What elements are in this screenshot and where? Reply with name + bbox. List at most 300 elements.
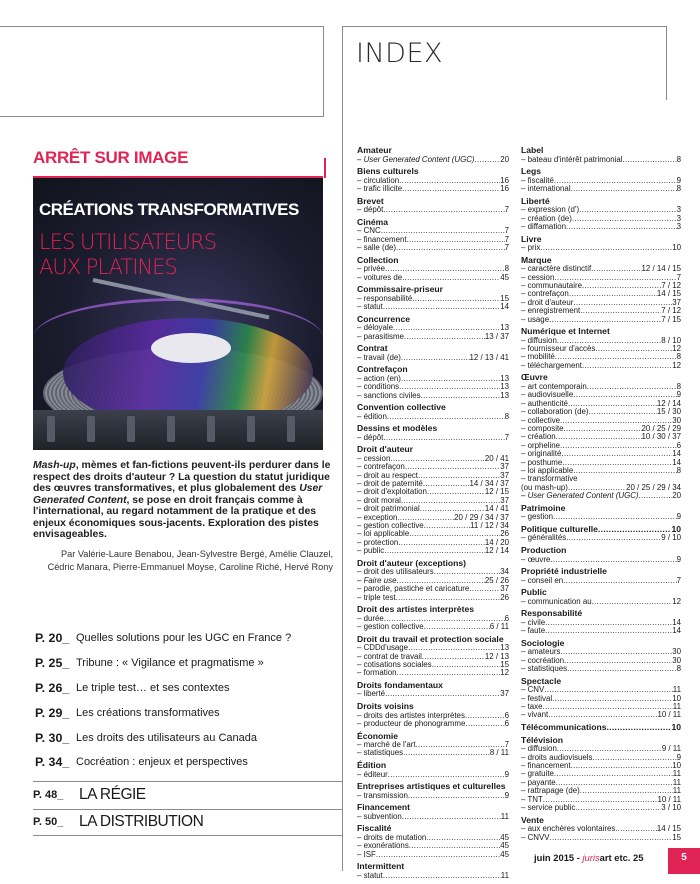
feature-title-line-2: AUX PLATINES bbox=[39, 255, 177, 279]
dot-leader bbox=[398, 539, 485, 547]
index-entry bbox=[357, 167, 509, 193]
index-subentry[interactable] bbox=[357, 333, 509, 341]
dot-leader bbox=[595, 345, 672, 353]
index-page-ref: 14 / 15 bbox=[656, 824, 681, 834]
toc-title: Le triple test… et ses contextes bbox=[76, 681, 230, 694]
index-page-ref: 37 bbox=[500, 689, 509, 699]
index-page-ref: 11 bbox=[672, 786, 681, 796]
index-page-ref: 6 bbox=[504, 710, 509, 720]
index-page-ref: 37 bbox=[672, 297, 681, 307]
toc-title: Tribune : « Vigilance et pragmatisme » bbox=[76, 657, 264, 670]
toc-page: P. 30_ bbox=[35, 730, 70, 745]
index-subentry-text: – dépôt bbox=[357, 432, 384, 442]
index-page-ref: 12 bbox=[672, 596, 681, 606]
index-page-ref: 10 / 11 bbox=[657, 710, 681, 720]
index-page-ref: 15 bbox=[500, 659, 509, 669]
index-subentry-text: – édition bbox=[357, 411, 387, 421]
page-number-badge: 5 bbox=[668, 848, 700, 874]
dot-leader bbox=[545, 627, 672, 635]
toc-item[interactable] bbox=[35, 700, 335, 725]
index-subentry-text: – droit de paternité bbox=[357, 479, 423, 488]
index-page-ref: 34 bbox=[500, 567, 509, 577]
index-entry-heading: Contrat bbox=[357, 343, 388, 354]
dot-leader bbox=[465, 720, 504, 728]
index-page-ref: 11 / 12 / 34 bbox=[470, 521, 509, 531]
dot-leader bbox=[571, 762, 673, 770]
index-page-ref: 8 bbox=[504, 264, 509, 274]
index-page-ref: 9 bbox=[504, 790, 509, 800]
dot-leader bbox=[554, 177, 677, 185]
dot-leader bbox=[405, 463, 500, 471]
index-subentry[interactable] bbox=[357, 813, 509, 821]
index-page-ref: 20 / 29 / 34 / 37 bbox=[454, 512, 509, 522]
index-subentry[interactable] bbox=[521, 534, 681, 542]
index-entry-heading: Livre bbox=[521, 233, 542, 244]
index-subentry[interactable] bbox=[357, 354, 509, 362]
index-subentry-text: – éditeur bbox=[357, 769, 388, 779]
dot-leader bbox=[432, 661, 501, 669]
index-page-ref: 12 / 14 bbox=[484, 546, 509, 556]
index-subentry-text: – Faire use bbox=[357, 575, 397, 585]
index-subentry-text: – expression (d') bbox=[521, 205, 580, 215]
dot-leader bbox=[396, 594, 501, 602]
index-subentry[interactable] bbox=[521, 556, 681, 564]
dot-leader bbox=[549, 316, 661, 324]
index-subentry[interactable] bbox=[521, 804, 681, 812]
index-page-ref: 9 bbox=[676, 752, 681, 762]
index-page-ref: 45 bbox=[500, 841, 509, 851]
index-subentry[interactable] bbox=[357, 771, 509, 779]
index-page-ref: 20 bbox=[672, 491, 681, 501]
index-subentry[interactable] bbox=[357, 244, 509, 252]
index-page-ref: 45 bbox=[500, 832, 509, 842]
feature-image bbox=[33, 178, 323, 450]
index-subentry-text: – droits des artistes interprètes bbox=[357, 710, 465, 720]
index-subentry-text: – droit d'exploitation bbox=[357, 487, 427, 497]
index-page-ref: 6 bbox=[676, 440, 681, 450]
record-label bbox=[151, 333, 231, 363]
index-subentry[interactable] bbox=[521, 598, 681, 606]
index-entry bbox=[357, 635, 509, 678]
index-page-ref: 37 bbox=[500, 584, 509, 594]
index-subentry-text: – généralités bbox=[521, 533, 567, 543]
index-entry bbox=[357, 424, 509, 442]
index-entry bbox=[521, 146, 681, 164]
index-page-ref: 26 bbox=[500, 529, 509, 539]
index-page-ref: 8 bbox=[504, 411, 509, 421]
dot-leader bbox=[566, 534, 661, 542]
index-entry-heading: Propriété industrielle bbox=[521, 566, 607, 577]
index-entry-heading: Marque bbox=[521, 254, 552, 265]
index-page-ref: 12 bbox=[500, 668, 509, 678]
dot-leader bbox=[575, 804, 661, 812]
toc-page: P. 20_ bbox=[35, 631, 70, 646]
footer-date: juin 2015 - bbox=[534, 852, 583, 863]
index-page-ref: 12 / 15 bbox=[484, 487, 509, 497]
index-page-ref: 14 bbox=[672, 617, 681, 627]
index-subentry-text: – fiscalité bbox=[521, 175, 554, 185]
index-subentry-text: – statut bbox=[357, 870, 383, 880]
index-subentry[interactable] bbox=[521, 695, 681, 703]
index-subentry[interactable] bbox=[521, 619, 681, 627]
index-subentry[interactable] bbox=[521, 185, 681, 193]
section-page: P. 48_ bbox=[33, 789, 64, 802]
index-entry bbox=[357, 197, 509, 215]
index-page-ref: 9 bbox=[676, 390, 681, 400]
index-subentry[interactable] bbox=[357, 392, 509, 400]
index-subentry-text: – producteur de phonogramme bbox=[357, 718, 466, 728]
index-entry bbox=[357, 803, 509, 821]
index-column-left bbox=[357, 146, 509, 883]
index-page-ref: 30 bbox=[672, 647, 681, 657]
index-subentry-text: – collaboration (de) bbox=[521, 407, 589, 417]
index-entry-heading: Dessins et modèles bbox=[357, 423, 438, 434]
toc-title: Les droits des utilisateurs au Canada bbox=[76, 731, 257, 744]
index-page-ref: 10 / 30 / 37 bbox=[641, 432, 681, 442]
index-subentry-text: – statistiques bbox=[357, 748, 404, 758]
dot-leader bbox=[639, 492, 673, 500]
index-subentry-text: – communautaire bbox=[521, 280, 582, 290]
feature-lede bbox=[33, 460, 333, 541]
index-page-ref: 6 / 11 bbox=[489, 622, 509, 632]
index-entry-heading: Droits fondamentaux bbox=[357, 679, 443, 690]
index-entry-heading: Fiscalité bbox=[357, 823, 392, 834]
dot-leader bbox=[582, 362, 672, 370]
index-page-ref: 12 / 14 bbox=[656, 398, 681, 408]
index-subentry-text: – création (de) bbox=[521, 213, 572, 223]
index-subentry[interactable] bbox=[521, 665, 681, 673]
index-subentry[interactable] bbox=[521, 834, 681, 842]
index-subentry-text: – privée bbox=[357, 264, 386, 274]
dot-leader bbox=[560, 648, 672, 656]
index-subentry[interactable] bbox=[521, 513, 681, 521]
index-subentry[interactable] bbox=[357, 842, 509, 850]
index-page-ref: 7 bbox=[504, 226, 509, 236]
index-page-ref: 13 bbox=[500, 390, 509, 400]
dot-leader bbox=[421, 392, 501, 400]
index-page-ref: 8 bbox=[676, 154, 681, 164]
index-subentry-text: – cession bbox=[521, 272, 555, 282]
index-page-ref: 7 bbox=[504, 432, 509, 442]
index-entry-heading: Concurrence bbox=[357, 313, 411, 324]
index-page-ref: 20 / 25 / 29 bbox=[641, 423, 681, 433]
dot-leader bbox=[573, 467, 676, 475]
index-page-ref: 11 bbox=[672, 777, 681, 787]
index-entry-heading: Amateur bbox=[357, 145, 392, 155]
index-subentry-text: – conseil en bbox=[521, 575, 564, 585]
index-entry-heading: Vente bbox=[521, 814, 544, 825]
index-page-ref: 9 bbox=[504, 769, 509, 779]
dot-leader bbox=[383, 872, 501, 880]
dot-leader bbox=[564, 657, 672, 665]
index-subentry[interactable] bbox=[357, 303, 509, 311]
index-subentry-text: – caractère distinctif bbox=[521, 264, 592, 274]
index-subentry[interactable] bbox=[521, 316, 681, 324]
index-subentry-text: – conditions bbox=[357, 382, 400, 392]
dot-leader bbox=[567, 665, 677, 673]
dot-leader bbox=[388, 771, 505, 779]
dot-leader bbox=[404, 333, 485, 341]
index-subentry[interactable] bbox=[357, 185, 509, 193]
index-subentry-text: – statut bbox=[357, 302, 383, 311]
index-page-ref: 8 bbox=[676, 184, 681, 193]
index-entry-heading: Biens culturels bbox=[357, 166, 419, 177]
toc-item[interactable] bbox=[35, 750, 335, 775]
index-subentry-text: – composite bbox=[521, 423, 564, 433]
index-entry-heading: Brevet bbox=[357, 195, 384, 206]
index-subentry[interactable] bbox=[521, 223, 681, 231]
footer-magazine: art etc. 25 bbox=[599, 852, 644, 863]
index-entry-heading[interactable] bbox=[521, 723, 681, 733]
index-subentry[interactable] bbox=[521, 711, 681, 719]
index-page-ref: 13 / 37 bbox=[484, 331, 509, 341]
index-subentry-text: – amateurs bbox=[521, 647, 561, 657]
index-entry-heading: Legs bbox=[521, 166, 542, 177]
index-page-ref: 8 bbox=[676, 466, 681, 475]
toc-item[interactable] bbox=[35, 676, 335, 701]
dot-leader bbox=[465, 712, 505, 720]
index-subentry[interactable] bbox=[521, 244, 681, 252]
toc-title: Cocréation : enjeux et perspectives bbox=[76, 756, 248, 769]
index-entry-heading: Commissaire-priseur bbox=[357, 284, 443, 295]
top-left-frame bbox=[0, 26, 324, 117]
index-entry bbox=[357, 732, 509, 758]
index-entry bbox=[521, 373, 681, 500]
index-subentry[interactable] bbox=[521, 492, 681, 500]
index-subentry-text: – fournisseur d'accès bbox=[521, 344, 596, 354]
index-page-ref: 7 / 12 bbox=[661, 306, 681, 316]
dot-leader bbox=[615, 825, 657, 833]
index-page-ref: 6 bbox=[504, 718, 509, 728]
index-subentry[interactable] bbox=[357, 851, 509, 859]
index-subentry-text: – gestion bbox=[521, 512, 554, 522]
toc-item[interactable] bbox=[35, 626, 335, 651]
index-subentry-text: – audiovisuelle bbox=[521, 390, 574, 400]
index-entry-heading: Financement bbox=[357, 802, 411, 813]
index-subentry[interactable] bbox=[357, 690, 509, 698]
index-subentry[interactable] bbox=[357, 720, 509, 728]
index-page-ref: 8 / 10 bbox=[661, 335, 681, 345]
dot-leader bbox=[399, 177, 500, 185]
dot-leader bbox=[553, 513, 677, 521]
index-entry bbox=[357, 344, 509, 362]
index-subentry[interactable] bbox=[357, 274, 509, 282]
section-heading: ARRÊT SUR IMAGE bbox=[33, 148, 189, 167]
index-subentry-text: – civile bbox=[521, 617, 546, 627]
dot-leader bbox=[402, 813, 501, 821]
index-entry-heading: Œuvre bbox=[521, 372, 548, 383]
index-entry bbox=[357, 782, 509, 800]
index-entry bbox=[357, 285, 509, 311]
index-entry bbox=[521, 504, 681, 522]
index-subentry-text: – responsabilité bbox=[357, 293, 413, 303]
dot-leader bbox=[543, 703, 673, 711]
index-entry bbox=[357, 681, 509, 699]
index-subentry[interactable] bbox=[357, 547, 509, 555]
dot-leader bbox=[424, 623, 490, 631]
dot-leader bbox=[573, 299, 672, 307]
index-title: INDEX bbox=[356, 38, 444, 69]
index-page-ref: 6 bbox=[504, 613, 509, 623]
index-subentry-text: – cocréation bbox=[521, 655, 564, 665]
index-subentry[interactable] bbox=[357, 669, 509, 677]
index-heading-page: 10 bbox=[671, 722, 681, 732]
index-subentry-text: – gratuite bbox=[521, 769, 554, 779]
index-page-ref: 14 / 20 bbox=[484, 537, 509, 547]
index-subentry[interactable] bbox=[521, 362, 681, 370]
index-subentry-text: – communication au bbox=[521, 596, 592, 606]
index-subentry-text: – transmission bbox=[357, 790, 408, 800]
index-entry bbox=[357, 761, 509, 779]
dot-leader bbox=[550, 834, 673, 842]
index-page-ref: 25 / 26 bbox=[484, 575, 509, 585]
index-entry-heading: Droits voisins bbox=[357, 701, 414, 712]
index-heading-text: Télécommunications bbox=[521, 722, 607, 732]
index-heading-text: Politique culturelle bbox=[521, 523, 598, 534]
index-page-ref: 7 bbox=[676, 575, 681, 585]
index-entry-heading: Droit des artistes interprètes bbox=[357, 604, 475, 615]
dot-leader bbox=[376, 851, 500, 859]
index-entry bbox=[357, 218, 509, 253]
index-entry bbox=[357, 365, 509, 400]
index-entry bbox=[521, 588, 681, 606]
index-subentry[interactable] bbox=[521, 627, 681, 635]
dot-leader bbox=[427, 488, 485, 496]
dot-leader bbox=[591, 265, 641, 273]
index-page-ref: 15 bbox=[500, 293, 509, 303]
dot-leader bbox=[606, 723, 671, 733]
dot-leader bbox=[582, 282, 661, 290]
index-subentry-text: – voitures de bbox=[357, 272, 403, 282]
index-entry-heading: Production bbox=[521, 545, 567, 555]
index-subentry-text: – exception bbox=[357, 512, 398, 522]
index-page-ref: 9 bbox=[676, 512, 681, 522]
index-subentry[interactable] bbox=[357, 749, 509, 757]
index-subentry-text: – travail (de) bbox=[357, 352, 401, 362]
section-link-distribution[interactable] bbox=[33, 809, 343, 837]
index-entry bbox=[357, 315, 509, 341]
section-link-regie[interactable] bbox=[33, 781, 343, 809]
index-entry bbox=[521, 677, 681, 720]
dot-leader bbox=[402, 274, 500, 282]
index-entry bbox=[521, 327, 681, 370]
index-entry bbox=[357, 256, 509, 282]
index-entry bbox=[357, 605, 509, 631]
index-subentry-text: – création bbox=[521, 432, 556, 442]
index-subentry-text: – festival bbox=[521, 693, 553, 703]
index-entry-heading: Patrimoine bbox=[521, 502, 566, 513]
dot-leader bbox=[383, 434, 504, 442]
toc-page: P. 29_ bbox=[35, 705, 70, 720]
index-subentry[interactable] bbox=[357, 206, 509, 214]
index-page-ref: 9 bbox=[676, 175, 681, 185]
index-page-ref: 10 bbox=[672, 693, 681, 703]
index-page-ref: 11 bbox=[500, 811, 509, 821]
index-page-ref: 15 bbox=[672, 832, 681, 842]
index-subentry[interactable] bbox=[357, 434, 509, 442]
index-subentry[interactable] bbox=[521, 577, 681, 585]
index-subentry-text: – droits audiovisuels bbox=[521, 752, 593, 762]
index-subentry[interactable] bbox=[357, 792, 509, 800]
index-subentry-text: – téléchargement bbox=[521, 360, 582, 370]
index-subentry-text: – aux enchères volontaires bbox=[521, 824, 616, 834]
index-page-ref: 7 bbox=[504, 243, 509, 252]
index-subentry-text: – gestion collective bbox=[357, 521, 424, 531]
index-subentry-text: – faute bbox=[521, 626, 546, 636]
index-subentry[interactable] bbox=[357, 413, 509, 421]
index-entry-heading: Intermittent bbox=[357, 861, 405, 872]
dot-leader bbox=[580, 307, 661, 315]
index-subentry[interactable] bbox=[357, 156, 509, 164]
index-page-ref: 14 / 34 / 37 bbox=[469, 479, 509, 488]
index-page-ref: 14 bbox=[672, 457, 681, 467]
index-subentry-text: – parasitisme bbox=[357, 331, 404, 341]
toc-item[interactable] bbox=[35, 651, 335, 676]
index-page-ref: 9 bbox=[676, 554, 681, 564]
index-entry bbox=[357, 403, 509, 421]
index-page-ref: 16 bbox=[500, 184, 509, 193]
index-subentry-text: – art contemporain bbox=[521, 381, 587, 391]
toc-item[interactable] bbox=[35, 725, 335, 750]
index-subentry-text: – sanctions civiles bbox=[357, 390, 421, 400]
index-subentry[interactable] bbox=[521, 156, 681, 164]
index-subentry-text: – protection bbox=[357, 537, 399, 547]
index-page-ref: 15 / 30 bbox=[656, 407, 681, 417]
index-subentry-text: – exonérations bbox=[357, 841, 409, 851]
toc-page: P. 25_ bbox=[35, 656, 70, 671]
index-page-ref: 7 / 12 bbox=[661, 280, 681, 290]
index-subentry-text: – CNC bbox=[357, 226, 381, 236]
index-entry-heading: Droit du travail et protection sociale bbox=[357, 633, 504, 644]
footer-brand: juris bbox=[582, 852, 600, 863]
index-subentry-text: – cession bbox=[357, 453, 391, 463]
dot-leader bbox=[569, 290, 657, 298]
index-page-ref: 12 bbox=[672, 360, 681, 370]
index-column-right bbox=[521, 146, 681, 845]
dot-leader bbox=[556, 433, 642, 441]
dot-leader bbox=[560, 442, 677, 450]
section-accent-tick bbox=[324, 158, 326, 178]
index-subentry-text: – enregistrement bbox=[521, 306, 581, 316]
index-subentry[interactable] bbox=[357, 872, 509, 880]
index-entry bbox=[521, 816, 681, 842]
dot-leader bbox=[562, 459, 672, 467]
byline-line-1: Par Valérie-Laure Benabou, Jean-Sylvestre Bergé, Amélie Clauzel, bbox=[60, 549, 333, 559]
index-subentry-text: – droit au respect bbox=[357, 470, 418, 480]
index-page-ref: 30 bbox=[672, 415, 681, 425]
index-page-ref: 3 bbox=[676, 221, 681, 231]
dot-leader bbox=[589, 408, 657, 416]
index-subentry-text: – droit d'auteur bbox=[521, 297, 574, 307]
index-subentry-text: – droit patrimonial bbox=[357, 504, 420, 514]
index-page-ref: 12 / 14 / 15 bbox=[641, 264, 681, 274]
mixer-panel bbox=[33, 410, 323, 450]
index-entry-heading: Responsabilité bbox=[521, 608, 583, 619]
index-subentry-text: – international bbox=[521, 184, 571, 193]
index-subentry[interactable] bbox=[357, 623, 509, 631]
index-subentry-text: – orpheline bbox=[521, 440, 561, 450]
index-subentry-text: – vivant bbox=[521, 710, 549, 720]
index-subentry-text: – User Generated Content (UGC) bbox=[521, 491, 639, 501]
index-page-ref: 10 bbox=[672, 761, 681, 770]
index-subentry-text: – User Generated Content (UGC) bbox=[357, 154, 475, 164]
index-page-ref: 14 / 41 bbox=[484, 504, 509, 514]
index-subentry[interactable] bbox=[357, 594, 509, 602]
dot-leader bbox=[385, 690, 500, 698]
dot-leader bbox=[385, 265, 505, 273]
index-entry bbox=[521, 256, 681, 324]
index-page-ref: 14 bbox=[672, 626, 681, 636]
